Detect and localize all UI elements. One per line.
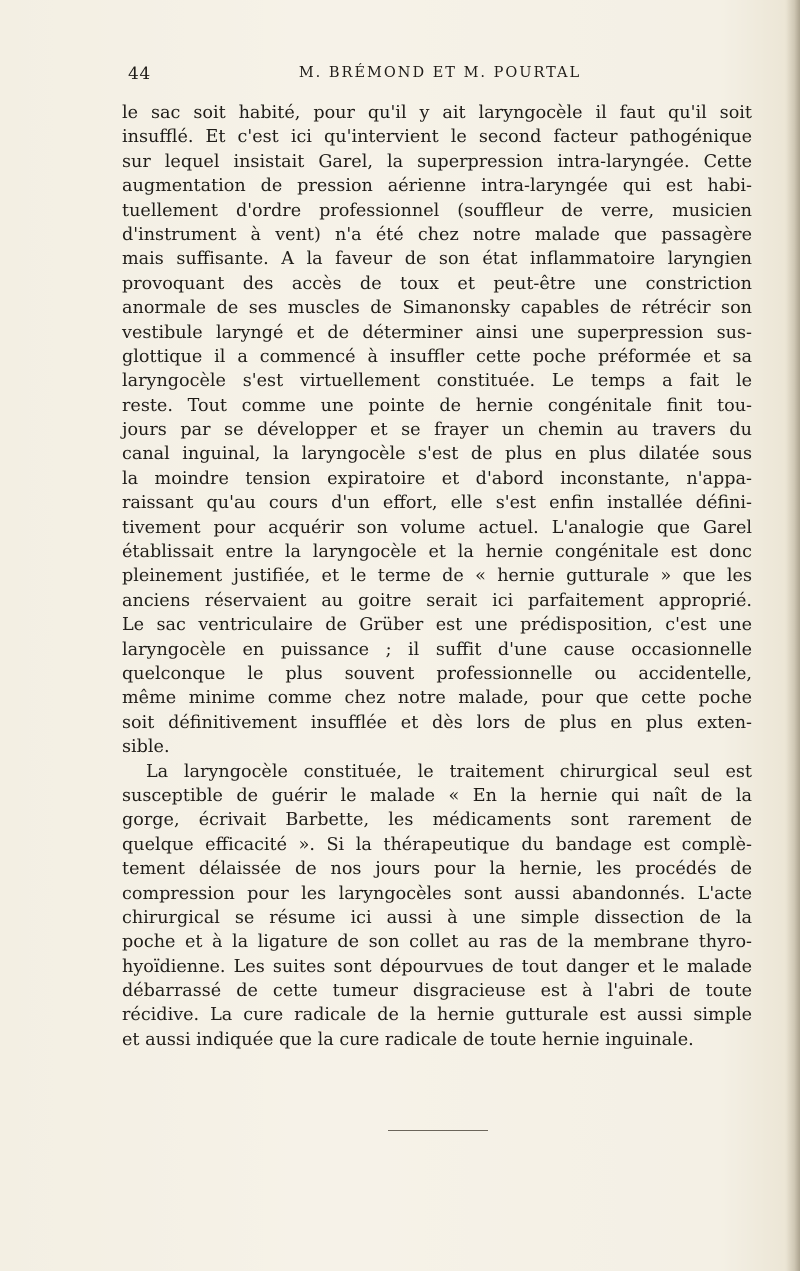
text-line: la moindre tension expiratoire et d'abord inconstante, n'appa- <box>122 468 752 489</box>
text-line-paragraph-start: La laryngocèle constituée, le traitement chirurgical seul est <box>146 761 752 782</box>
text-line: débarrassé de cette tumeur disgracieuse est à l'abri de toute <box>122 981 752 1002</box>
text-line: récidive. La cure radicale de la hernie gutturale est aussi simple <box>122 1005 752 1026</box>
text-line: glottique il a commencé à insuffler cette poche préformée et sa <box>122 346 752 367</box>
text-line: d'instrument à vent) n'a été chez notre malade que passagère <box>122 224 752 245</box>
page-header <box>128 64 752 90</box>
text-line: susceptible de guérir le malade « En la hernie qui naît de la <box>122 785 752 806</box>
text-line: pleinement justifiée, et le terme de « hernie gutturale » que les <box>122 566 752 587</box>
text-line: vestibule laryngé et de déterminer ainsi une superpression sus- <box>122 322 752 343</box>
text-line: insufflé. Et c'est ici qu'intervient le second facteur pathogénique <box>122 127 752 148</box>
text-line: quelque efficacité ». Si la thérapeutique du bandage est complè- <box>122 834 752 855</box>
text-line: anormale de ses muscles de Simanonsky capables de rétrécir son <box>122 298 752 319</box>
text-line: provoquant des accès de toux et peut-être une constriction <box>122 273 752 294</box>
text-line: compression pour les laryngocèles sont aussi abandonnés. L'acte <box>122 883 752 904</box>
text-line: laryngocèle s'est virtuellement constituée. Le temps a fait le <box>122 371 752 392</box>
text-line: établissait entre la laryngocèle et la hernie congénitale est donc <box>122 542 752 563</box>
text-line: tivement pour acquérir son volume actuel. L'analogie que Garel <box>122 517 752 538</box>
end-rule-divider <box>388 1130 488 1131</box>
text-line: tuellement d'ordre professionnel (souffleur de verre, musicien <box>122 200 752 221</box>
body-text <box>122 101 752 1052</box>
running-head: M. BRÉMOND ET M. POURTAL <box>298 65 582 81</box>
text-line: Le sac ventriculaire de Grüber est une prédisposition, c'est une <box>122 615 752 636</box>
text-line: soit définitivement insufflée et dès lors de plus en plus exten- <box>122 712 752 733</box>
text-line: raissant qu'au cours d'un effort, elle s'est enfin installée défini- <box>122 493 752 514</box>
text-line: jours par se développer et se frayer un chemin au travers du <box>122 420 752 441</box>
text-line: canal inguinal, la laryngocèle s'est de plus en plus dilatée sous <box>122 444 752 465</box>
page-number: 44 <box>128 64 151 84</box>
text-line: augmentation de pression aérienne intra-laryngée qui est habi- <box>122 176 752 197</box>
text-line: quelconque le plus souvent professionnelle ou accidentelle, <box>122 663 752 684</box>
text-line: hyoïdienne. Les suites sont dépourvues de tout danger et le malade <box>122 956 752 977</box>
text-line: reste. Tout comme une pointe de hernie congénitale finit tou- <box>122 395 752 416</box>
text-line: chirurgical se résume ici aussi à une simple dissection de la <box>122 907 752 928</box>
text-line: tement délaissée de nos jours pour la hernie, les procédés de <box>122 859 752 880</box>
text-line-paragraph-end: sible. <box>122 737 170 758</box>
text-line: poche et à la ligature de son collet au ras de la membrane thyro- <box>122 932 752 953</box>
text-line: mais suffisante. A la faveur de son état inflammatoire laryngien <box>122 249 752 270</box>
text-line: laryngocèle en puissance ; il suffit d'une cause occasionnelle <box>122 639 752 660</box>
text-line: gorge, écrivait Barbette, les médicaments sont rarement de <box>122 810 752 831</box>
text-line: même minime comme chez notre malade, pour que cette poche <box>122 688 752 709</box>
text-line-paragraph-end: et aussi indiquée que la cure radicale de toute hernie inguinale. <box>122 1029 694 1050</box>
text-line: anciens réservaient au goitre serait ici parfaitement approprié. <box>122 590 752 611</box>
text-line: sur lequel insistait Garel, la superpression intra-laryngée. Cette <box>122 151 752 172</box>
page-edge-shadow <box>786 0 800 1271</box>
text-line: le sac soit habité, pour qu'il y ait laryngocèle il faut qu'il soit <box>122 103 752 123</box>
